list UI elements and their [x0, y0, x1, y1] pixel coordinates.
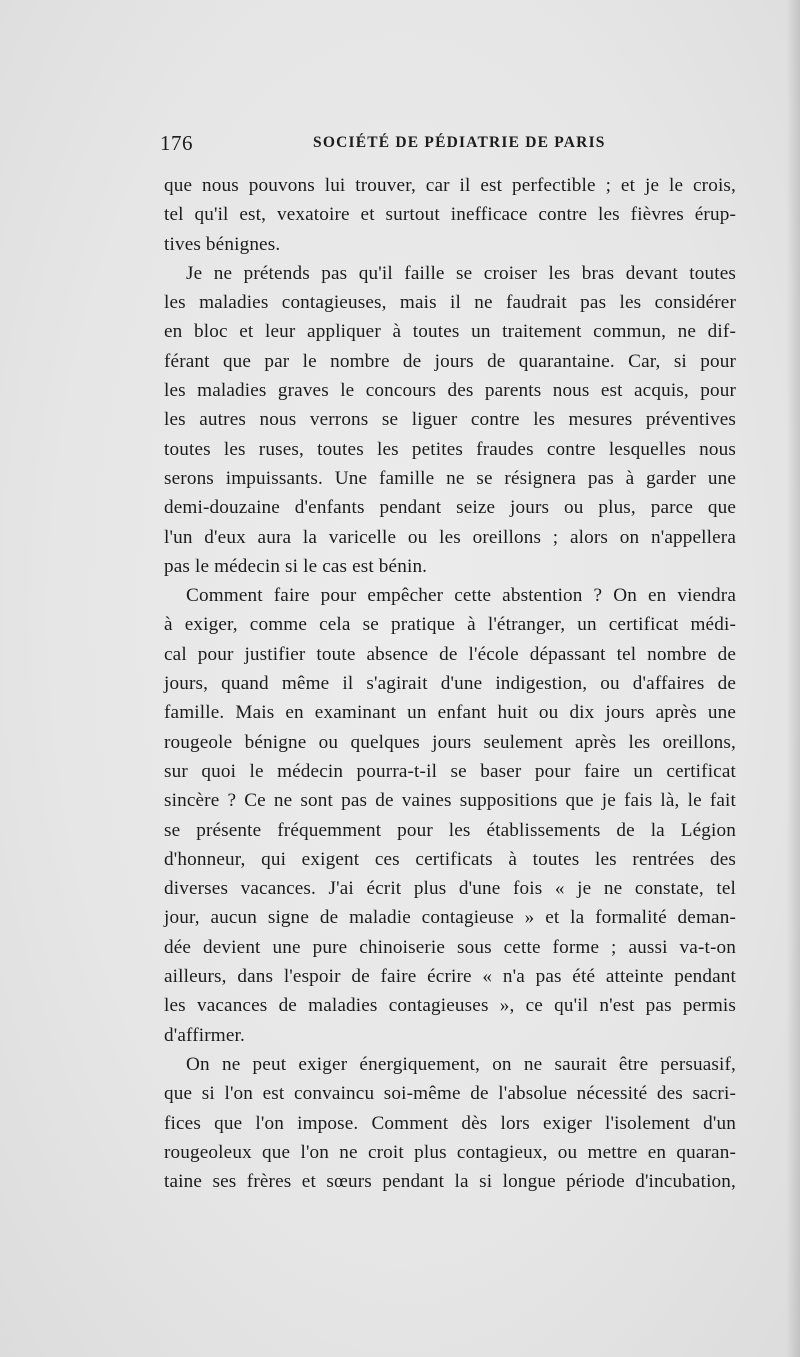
- text-line: cal pour justifier toute absence de l'école dépassant tel nombre de: [164, 643, 736, 665]
- text-line: que nous pouvons lui trouver, car il est perfectible ; et je le crois,: [164, 175, 736, 196]
- text-line: d'honneur, qui exigent ces certificats à toutes les rentrées des: [164, 848, 736, 870]
- text-line: d'affirmer.: [164, 1024, 245, 1046]
- text-line: ailleurs, dans l'espoir de faire écrire « n'a pas été atteinte pendant: [164, 966, 736, 988]
- text-line: les maladies graves le concours des parents nous est acquis, pour: [164, 380, 736, 402]
- text-line: rougeoleux que l'on ne croit plus contagieux, ou mettre en quaran-: [164, 1141, 736, 1163]
- body-text: [164, 171, 736, 1196]
- page-number: 176: [160, 131, 193, 155]
- text-line: tel qu'il est, vexatoire et surtout inefficace contre les fièvres érup-: [164, 204, 736, 226]
- text-line: férant que par le nombre de jours de quarantaine. Car, si pour: [164, 350, 736, 372]
- text-line: pas le médecin si le cas est bénin.: [164, 555, 428, 577]
- text-line: toutes les ruses, toutes les petites fraudes contre lesquelles nous: [164, 438, 736, 460]
- text-line: jour, aucun signe de maladie contagieuse » et la formalité deman-: [164, 907, 736, 929]
- text-line: les maladies contagieuses, mais il ne faudrait pas les considérer: [164, 292, 736, 314]
- text-line: sincère ? Ce ne sont pas de vaines suppositions que je fais là, le fait: [164, 790, 736, 812]
- text-line: fices que l'on impose. Comment dès lors exiger l'isolement d'un: [164, 1112, 736, 1134]
- text-line: l'un d'eux aura la varicelle ou les oreillons ; alors on n'appellera: [164, 526, 736, 548]
- text-line: en bloc et leur appliquer à toutes un traitement commun, ne dif-: [164, 321, 736, 343]
- text-line: à exiger, comme cela se pratique à l'étranger, un certificat médi-: [164, 614, 736, 636]
- page-header: [0, 128, 800, 158]
- paragraph-start-line: On ne peut exiger énergiquement, on ne saurait être persuasif,: [186, 1053, 736, 1075]
- text-line: taine ses frères et sœurs pendant la si longue période d'incubation,: [164, 1171, 736, 1193]
- text-line: sur quoi le médecin pourra-t-il se baser pour faire un certificat: [164, 760, 736, 782]
- text-line: se présente fréquemment pour les établissements de la Légion: [164, 819, 736, 841]
- text-line: serons impuissants. Une famille ne se résignera pas à garder une: [164, 467, 736, 489]
- text-line: les autres nous verrons se liguer contre les mesures préventives: [164, 409, 736, 431]
- text-line: famille. Mais en examinant un enfant huit ou dix jours après une: [164, 702, 736, 724]
- paragraph-start-line: Comment faire pour empêcher cette abstention ? On en viendra: [186, 585, 736, 607]
- text-line: rougeole bénigne ou quelques jours seulement après les oreillons,: [164, 731, 736, 753]
- text-line: tives bénignes.: [164, 233, 281, 255]
- paragraph-start-line: Je ne prétends pas qu'il faille se croiser les bras devant toutes: [186, 262, 736, 284]
- page-edge-shadow: [786, 0, 800, 1357]
- text-line: les vacances de maladies contagieuses », ce qu'il n'est pas permis: [164, 995, 736, 1017]
- text-line: demi-douzaine d'enfants pendant seize jours ou plus, parce que: [164, 497, 736, 519]
- running-title: SOCIÉTÉ DE PÉDIATRIE DE PARIS: [313, 134, 606, 151]
- text-line: que si l'on est convaincu soi-même de l'absolue nécessité des sacri-: [164, 1083, 736, 1105]
- text-line: jours, quand même il s'agirait d'une indigestion, ou d'affaires de: [164, 673, 736, 695]
- text-line: dée devient une pure chinoiserie sous cette forme ; aussi va-t-on: [164, 936, 736, 958]
- text-line: diverses vacances. J'ai écrit plus d'une fois « je ne constate, tel: [164, 878, 736, 900]
